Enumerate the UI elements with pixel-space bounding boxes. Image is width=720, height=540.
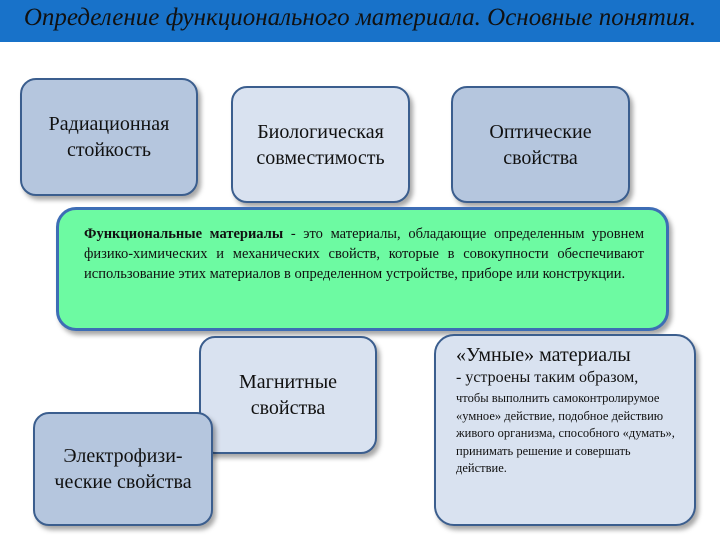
electrophysical-properties-box [33, 412, 213, 526]
smart-materials-box [434, 334, 696, 526]
page-title: Определение функционального материала. Основные понятия. [23, 4, 697, 31]
definition-box [56, 207, 669, 331]
optical-properties-label: Оптические свойства [489, 120, 592, 169]
definition-text: - это материалы, обладающие определенным уровнем физико-химических и механических свойств, которые в совокупности обеспечивают использование этих материалов в определенном устройстве, приборе или конструкции. [84, 226, 645, 282]
smart-materials-title: «Умные» материалы [456, 344, 631, 366]
smart-materials-lead: - устроены таким образом, [456, 369, 639, 386]
radiation-resistance-box [20, 78, 198, 196]
radiation-resistance-label: Радиационная стойкость [48, 113, 170, 161]
biocompatibility-label: Биологическая совместимость [256, 120, 385, 169]
definition-term: Функциональные материалы [84, 226, 284, 242]
optical-properties-box [451, 86, 630, 203]
smart-materials-text: чтобы выполнить самоконтролирумое «умное» действие, подобное действию живого организма, способного «думать», принимать решение и совершать действие. [456, 391, 675, 475]
magnetic-properties-label: Магнитные свойства [238, 371, 338, 419]
magnetic-properties-box [199, 336, 377, 454]
biocompatibility-box [231, 86, 410, 203]
electrophysical-properties-label: Электрофизи-ческие свойства [54, 445, 192, 493]
